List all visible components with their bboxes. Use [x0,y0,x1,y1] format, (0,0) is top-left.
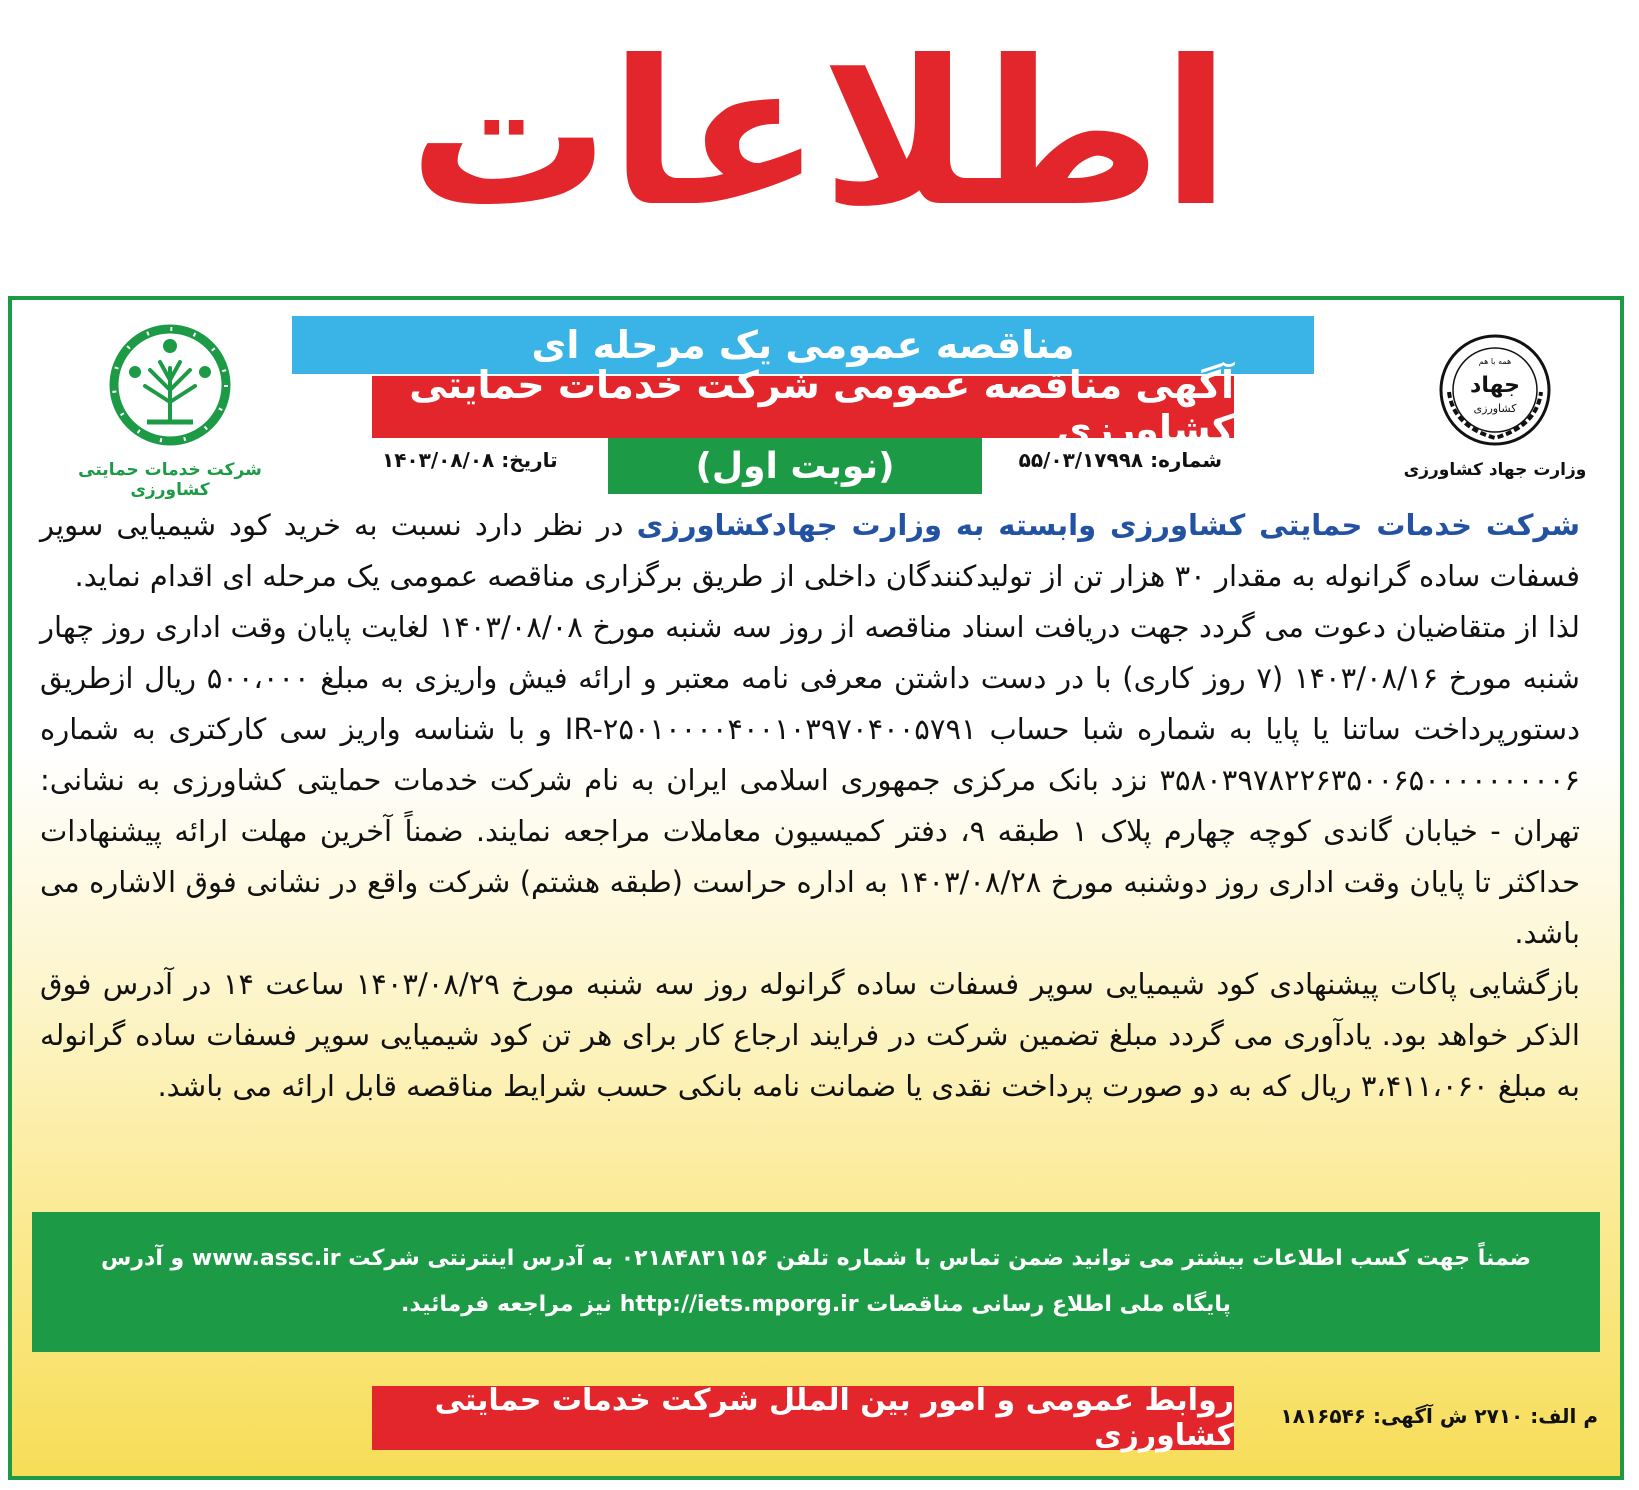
tender-notice-banner [372,363,1234,451]
signature-banner [372,1383,1234,1453]
company-emblem-icon [105,320,235,450]
newspaper-masthead [0,10,1639,260]
round-label: (نوبت اول) [695,445,895,487]
reference-number: شماره: ۵۵/۰۳/۱۷۹۹۸ [1018,448,1222,472]
reference-date: تاریخ: ۱۴۰۳/۰۸/۰۸ [382,448,558,472]
notice-body [40,500,1580,1112]
tender-notice-title: آگهی مناقصه عمومی شرکت خدمات حمایتی کشاورزی [409,363,1234,451]
contact-info-box [32,1212,1600,1352]
ministry-logo-text: جهاد [1470,373,1520,398]
company-caption: شرکت خدمات حمایتی کشاورزی [78,460,262,500]
tender-type-title: مناقصه عمومی یک مرحله ای [531,323,1075,367]
ministry-logo-subtext: کشاورزی [1473,402,1517,415]
ministry-logo-tagline: همه با هم [1478,357,1512,366]
ad-frame [8,296,1624,1480]
company-highlight: شرکت خدمات حمایتی کشاورزی وابسته به وزارت جهادکشاورزی [636,508,1581,542]
ministry-caption: وزارت جهاد کشاورزی [1403,460,1587,480]
paragraph-1 [40,500,1580,602]
ministry-logo [1390,330,1600,480]
contact-line-1: ضمناً جهت کسب اطلاعات بیشتر می توانید ضمن تماس با شماره تلفن ۰۲۱۸۴۸۳۱۱۵۶ به آدرس اینترنتی شرکت www.assc.ir و آدرس [101,1246,1531,1271]
company-logo [40,320,300,500]
paragraph-2: لذا از متقاضیان دعوت می گردد جهت دریافت اسناد مناقصه از روز سه شنبه مورخ ۱۴۰۳/۰۸/۰۸ لغایت پایان وقت اداری روز چهار شنبه مورخ ۱۴۰۳/۰۸/۱۶ (۷ روز کاری) با در دست داشتن معرفی نامه معتبر و ارائه فیش واریزی به مبلغ ۵۰۰،۰۰۰ ریال ازطریق دستورپرداخت ساتنا یا پایا به شماره شبا حساب IR-۲۵۰۱۰۰۰۰۴۰۰۱۰۳۹۷۰۴۰۰۵۷۹۱ و با شناسه واریز سی کارکتری به شماره ۳۵۸۰۳۹۷۸۲۲۶۳۵۰۰۶۵۰۰۰۰۰۰۰۰۰۶ نزد بانک مرکزی جمهوری اسلامی ایران به نام شرکت خدمات حمایتی کشاورزی به نشانی: تهران - خیابان گاندی کوچه چهارم پلاک ۱ طبقه ۹، دفتر کمیسیون معاملات مراجعه نمایند. ضمناً آخرین مهلت ارائه پیشنهادات حداکثر تا پایان وقت اداری روز دوشنبه مورخ ۱۴۰۳/۰۸/۲۸ به اداره حراست (طبقه هشتم) شرکت واقع در نشانی فوق الاشاره می باشد. [40,610,1580,950]
paragraph-1-text: در نظر دارد نسبت به خرید کود شیمیایی سوپر فسفات ساده گرانوله به مقدار ۳۰ هزار تن از تولیدکنندگان داخلی از طریق برگزاری مناقصه عمومی یک مرحله ای اقدام نماید. [40,508,1580,593]
masthead-title: اطلاعات [408,18,1231,251]
signature-text: روابط عمومی و امور بین الملل شرکت خدمات حمایتی کشاورزی [434,1383,1234,1453]
contact-line-2: پایگاه ملی اطلاع رسانی مناقصات http://iets.mporg.ir نیز مراجعه فرمائید. [401,1292,1231,1317]
paragraph-3: بازگشایی پاکات پیشنهادی کود شیمیایی سوپر فسفات ساده گرانوله روز سه شنبه مورخ ۱۴۰۳/۰۸/۲۹ ساعت ۱۴ در آدرس فوق الذکر خواهد بود. یادآوری می گردد مبلغ تضمین شرکت در فرایند ارجاع کار برای هر تن کود شیمیایی سوپر فسفات ساده گرانوله به مبلغ ۳،۴۱۱،۰۶۰ ریال که به دو صورت پرداخت نقدی یا ضمانت نامه بانکی حسب شرایط مناقصه قابل ارائه می باشد. [40,967,1580,1103]
ministry-emblem-icon [1435,330,1555,450]
ad-code: م الف: ۲۷۱۰ ش آگهی: ۱۸۱۶۵۴۶ [1280,1404,1598,1428]
round-banner [608,438,982,494]
